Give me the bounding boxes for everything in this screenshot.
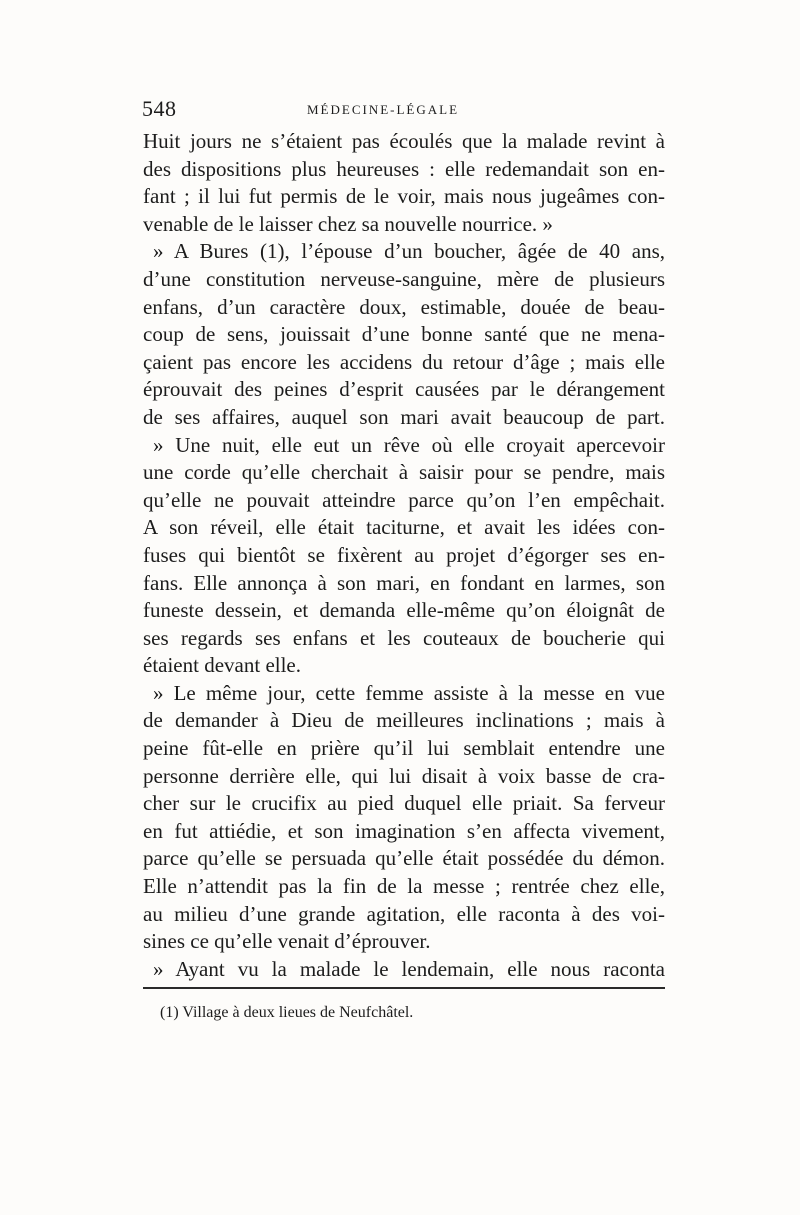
text-line: sines ce qu’elle venait d’éprouver. — [143, 929, 431, 954]
footnote-rule — [143, 987, 665, 989]
text-line: parce qu’elle se persuada qu’elle était possédée du démon. — [143, 846, 665, 871]
text-line: fans. Elle annonça à son mari, en fondant en larmes, son — [143, 570, 665, 595]
page-number: 548 — [142, 96, 177, 121]
page-header — [142, 96, 662, 126]
text-line: de ses affaires, auquel son mari avait beaucoup de part. — [143, 404, 665, 429]
text-line: enfans, d’un caractère doux, estimable, douée de beau- — [143, 294, 665, 319]
text-line: étaient devant elle. — [143, 653, 302, 678]
text-line: » Ayant vu la malade le lendemain, elle nous raconta — [153, 956, 665, 981]
text-line: A son réveil, elle était taciturne, et avait les idées con- — [143, 515, 665, 540]
text-line: coup de sens, jouissait d’une bonne santé que ne mena- — [143, 322, 665, 347]
running-title: MÉDECINE-LÉGALE — [307, 102, 460, 117]
text-line: éprouvait des peines d’esprit causées par le dérangement — [143, 377, 665, 402]
text-line: funeste dessein, et demanda elle-même qu’on éloignât de — [143, 598, 665, 623]
text-line: » Une nuit, elle eut un rêve où elle croyait apercevoir — [153, 432, 665, 457]
text-line: fant ; il lui fut permis de le voir, mais nous jugeâmes con- — [143, 184, 665, 209]
text-line: qu’elle ne pouvait atteindre parce qu’on l’en empêchait. — [143, 487, 665, 512]
text-line: çaient pas encore les accidens du retour d’âge ; mais elle — [143, 349, 665, 374]
body-text — [143, 128, 665, 983]
text-line: » Le même jour, cette femme assiste à la messe en vue — [153, 680, 665, 705]
text-line: personne derrière elle, qui lui disait à voix basse de cra- — [143, 763, 665, 788]
text-line: une corde qu’elle cherchait à saisir pour se pendre, mais — [143, 460, 665, 485]
footnote: (1) Village à deux lieues de Neufchâtel. — [160, 1004, 414, 1021]
text-line: en fut attiédie, et son imagination s’en affecta vivement, — [143, 818, 665, 843]
text-line: Elle n’attendit pas la fin de la messe ; rentrée chez elle, — [143, 874, 665, 899]
text-line: fuses qui bientôt se fixèrent au projet d’égorger ses en- — [143, 542, 665, 567]
text-line: Huit jours ne s’étaient pas écoulés que la malade revint à — [143, 129, 665, 153]
text-line: » A Bures (1), l’épouse d’un boucher, âgée de 40 ans, — [153, 239, 665, 264]
text-line: d’une constitution nerveuse-sanguine, mère de plusieurs — [143, 266, 665, 291]
text-line: de demander à Dieu de meilleures inclinations ; mais à — [143, 708, 665, 733]
text-line: peine fût-elle en prière qu’il lui semblait entendre une — [143, 736, 665, 761]
text-line: cher sur le crucifix au pied duquel elle priait. Sa ferveur — [143, 791, 665, 816]
text-line: ses regards ses enfans et les couteaux de boucherie qui — [143, 625, 665, 650]
text-line: venable de le laisser chez sa nouvelle nourrice. » — [143, 211, 553, 236]
text-line: des dispositions plus heureuses : elle redemandait son en- — [143, 156, 665, 181]
text-line: au milieu d’une grande agitation, elle raconta à des voi- — [143, 901, 665, 926]
